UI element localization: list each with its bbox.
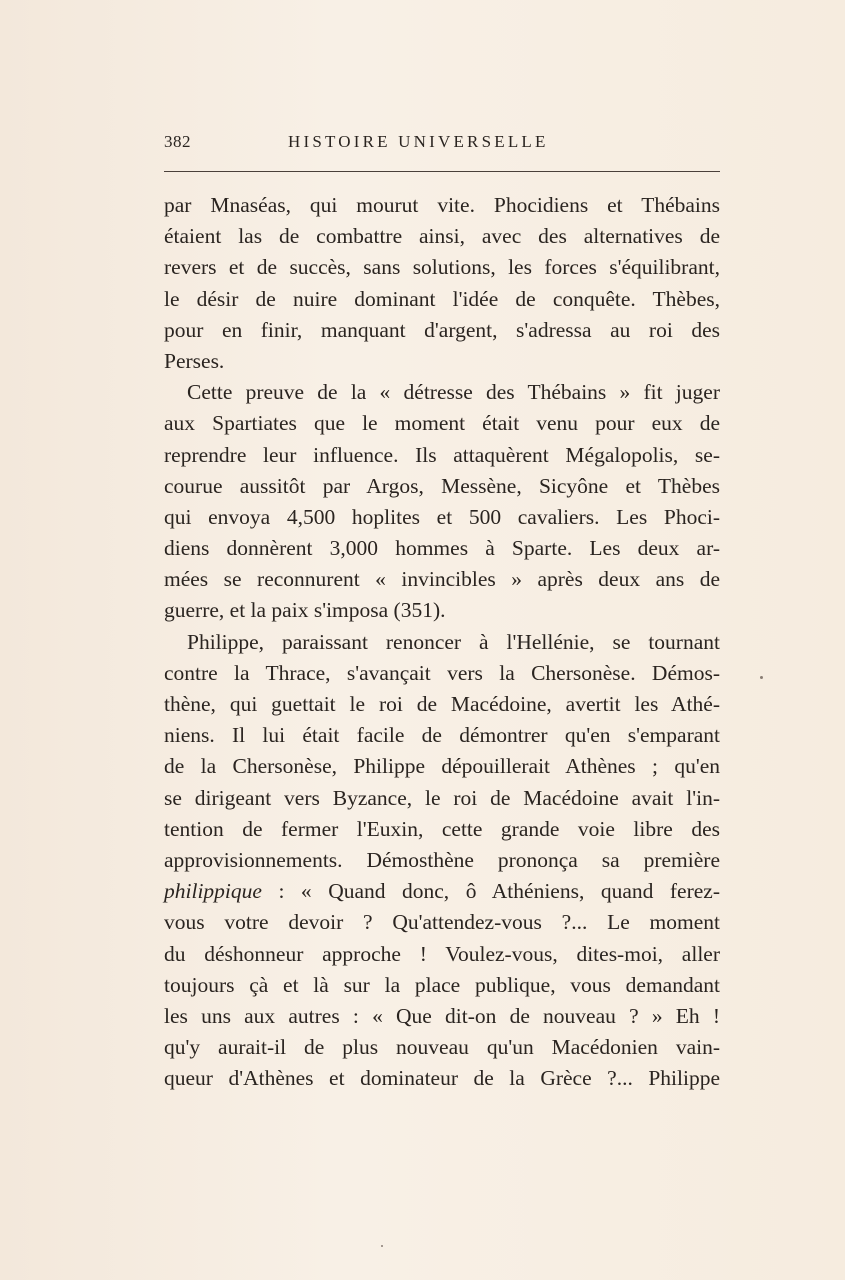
italic-word: philippique [164, 879, 262, 904]
paper-speck [381, 1245, 383, 1247]
text-line: qu'y aurait-il de plus nouveau qu'un Macédonien vain- [164, 1035, 720, 1060]
text-line: revers et de succès, sans solutions, les forces s'équilibrant, [164, 255, 720, 280]
text-line: courue aussitôt par Argos, Messène, Sicyône et Thèbes [164, 473, 720, 498]
text-line: Cette preuve de la « détresse des Thébains » fit juger [187, 380, 720, 405]
text-line: Philippe, paraissant renoncer à l'Hellénie, se tournant [187, 629, 720, 654]
text-line: reprendre leur influence. Ils attaquèrent Mégalopolis, se- [164, 442, 720, 467]
paper-speck [760, 676, 763, 679]
text-line: Perses. [164, 348, 225, 373]
running-title: HISTOIRE UNIVERSELLE [288, 132, 549, 151]
text-line: étaient las de combattre ainsi, avec des alternatives de [164, 224, 720, 249]
text-line: se dirigeant vers Byzance, le roi de Macédoine avait l'in- [164, 785, 720, 810]
text-line: par Mnaséas, qui mourut vite. Phocidiens et Thébains [164, 193, 720, 217]
text-line: mées se reconnurent « invincibles » après deux ans de [164, 567, 720, 592]
body-text [164, 190, 720, 1094]
text-line-with-italic [164, 876, 720, 907]
text-line: du déshonneur approche ! Voulez-vous, dites-moi, aller [164, 941, 720, 966]
text-line: approvisionnements. Démosthène prononça sa première [164, 847, 720, 872]
text-line: niens. Il lui était facile de démontrer qu'en s'emparant [164, 723, 720, 748]
text-line: diens donnèrent 3,000 hommes à Sparte. Les deux ar- [164, 536, 720, 561]
page-header [164, 132, 720, 158]
text-line-rest: : « Quand donc, ô Athéniens, quand ferez- [261, 879, 720, 904]
text-line: pour en finir, manquant d'argent, s'adressa au roi des [164, 317, 720, 342]
text-line: qui envoya 4,500 hoplites et 500 cavaliers. Les Phoci- [164, 504, 720, 529]
text-line: de la Chersonèse, Philippe dépouillerait Athènes ; qu'en [164, 754, 720, 779]
text-line: le désir de nuire dominant l'idée de conquête. Thèbes, [164, 286, 720, 311]
text-line: les uns aux autres : « Que dit-on de nouveau ? » Eh ! [164, 1003, 720, 1028]
text-line: tention de fermer l'Euxin, cette grande voie libre des [164, 816, 720, 841]
header-rule [164, 171, 720, 172]
text-line: toujours çà et là sur la place publique, vous demandant [164, 972, 720, 997]
text-line: vous votre devoir ? Qu'attendez-vous ?... Le moment [164, 910, 720, 935]
text-line: guerre, et la paix s'imposa (351). [164, 598, 446, 623]
text-line: queur d'Athènes et dominateur de la Grèce ?... Philippe [164, 1066, 720, 1091]
page-number: 382 [164, 132, 191, 151]
text-line: thène, qui guettait le roi de Macédoine, avertit les Athé- [164, 692, 720, 716]
text-line: contre la Thrace, s'avançait vers la Chersonèse. Démos- [164, 660, 720, 685]
text-line: aux Spartiates que le moment était venu pour eux de [164, 411, 720, 436]
